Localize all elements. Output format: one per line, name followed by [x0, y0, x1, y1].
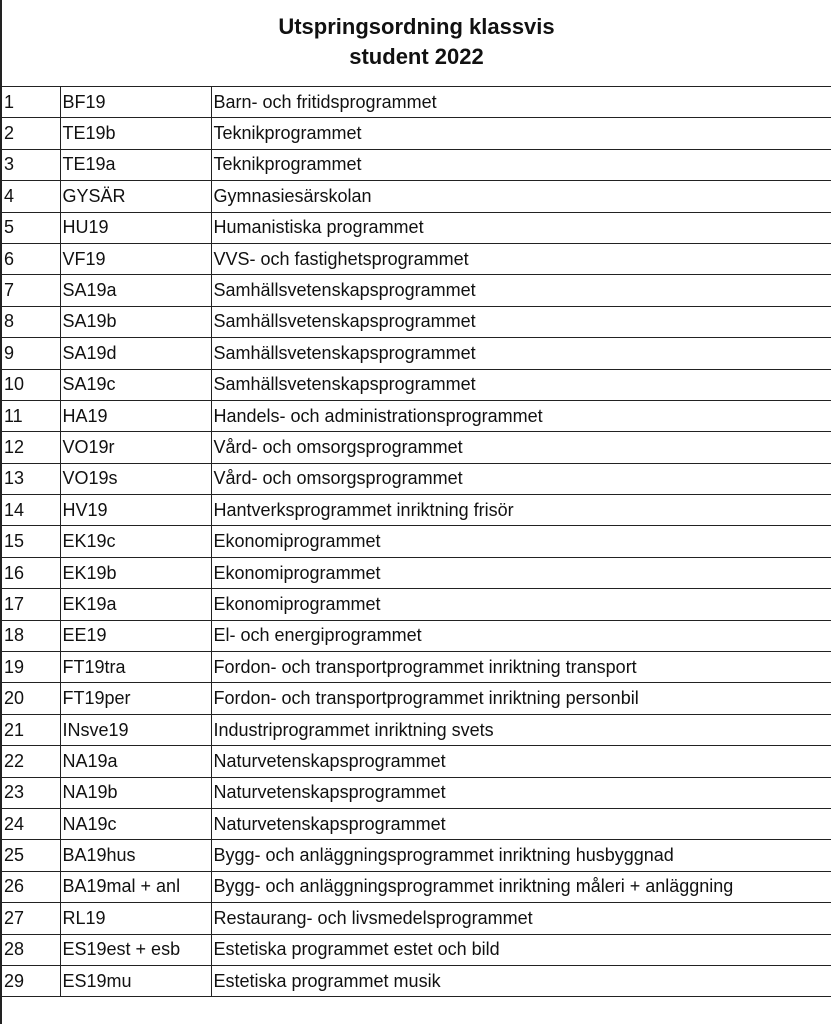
order-number-cell: 22 — [2, 746, 60, 777]
program-name-cell: Samhällsvetenskapsprogrammet — [211, 338, 831, 369]
program-name-cell: Samhällsvetenskapsprogrammet — [211, 275, 831, 306]
program-name-cell: Naturvetenskapsprogrammet — [211, 746, 831, 777]
class-code-cell: FT19tra — [60, 652, 211, 683]
table-row — [2, 589, 831, 620]
order-number-cell: 15 — [2, 526, 60, 557]
class-code-cell: SA19a — [60, 275, 211, 306]
order-number-cell: 3 — [2, 149, 60, 180]
class-code-cell: NA19b — [60, 777, 211, 808]
program-name-cell: Humanistiska programmet — [211, 212, 831, 243]
table-row — [2, 212, 831, 243]
class-code-cell: BA19hus — [60, 840, 211, 871]
program-name-cell: Naturvetenskapsprogrammet — [211, 777, 831, 808]
class-code-cell: VO19s — [60, 463, 211, 494]
program-name-cell: Barn- och fritidsprogrammet — [211, 87, 831, 118]
table-row — [2, 338, 831, 369]
order-number-cell: 2 — [2, 118, 60, 149]
order-number-cell: 11 — [2, 400, 60, 431]
order-number-cell: 4 — [2, 181, 60, 212]
class-code-cell: EE19 — [60, 620, 211, 651]
table-row — [2, 557, 831, 588]
program-name-cell: Fordon- och transportprogrammet inriktning personbil — [211, 683, 831, 714]
class-code-cell: NA19c — [60, 808, 211, 839]
table-row — [2, 777, 831, 808]
class-code-cell: HU19 — [60, 212, 211, 243]
order-number-cell: 20 — [2, 683, 60, 714]
table-row — [2, 714, 831, 745]
program-name-cell: Restaurang- och livsmedelsprogrammet — [211, 903, 831, 934]
order-number-cell: 6 — [2, 243, 60, 274]
title-line-2: student 2022 — [349, 44, 484, 69]
class-code-cell: HV19 — [60, 495, 211, 526]
table-body — [2, 87, 831, 997]
table-row — [2, 400, 831, 431]
program-name-cell: Vård- och omsorgsprogrammet — [211, 432, 831, 463]
class-code-cell: BF19 — [60, 87, 211, 118]
order-number-cell: 8 — [2, 306, 60, 337]
class-code-cell: ES19mu — [60, 965, 211, 996]
program-name-cell: El- och energiprogrammet — [211, 620, 831, 651]
class-code-cell: HA19 — [60, 400, 211, 431]
class-code-cell: NA19a — [60, 746, 211, 777]
table-row — [2, 903, 831, 934]
order-number-cell: 24 — [2, 808, 60, 839]
order-number-cell: 26 — [2, 871, 60, 902]
program-name-cell: Teknikprogrammet — [211, 118, 831, 149]
order-number-cell: 18 — [2, 620, 60, 651]
order-number-cell: 14 — [2, 495, 60, 526]
table-row — [2, 746, 831, 777]
order-number-cell: 23 — [2, 777, 60, 808]
order-number-cell: 10 — [2, 369, 60, 400]
table-row — [2, 369, 831, 400]
table-row — [2, 934, 831, 965]
class-code-cell: ES19est + esb — [60, 934, 211, 965]
order-number-cell: 29 — [2, 965, 60, 996]
program-name-cell: Samhällsvetenskapsprogrammet — [211, 369, 831, 400]
program-name-cell: Fordon- och transportprogrammet inriktning transport — [211, 652, 831, 683]
class-code-cell: GYSÄR — [60, 181, 211, 212]
class-code-cell: SA19d — [60, 338, 211, 369]
class-code-cell: EK19b — [60, 557, 211, 588]
program-name-cell: Teknikprogrammet — [211, 149, 831, 180]
table-row — [2, 432, 831, 463]
order-number-cell: 12 — [2, 432, 60, 463]
order-number-cell: 16 — [2, 557, 60, 588]
order-number-cell: 13 — [2, 463, 60, 494]
class-order-table — [2, 86, 831, 997]
order-number-cell: 27 — [2, 903, 60, 934]
page-title — [2, 0, 831, 82]
table-row — [2, 149, 831, 180]
table-row — [2, 306, 831, 337]
table-row — [2, 181, 831, 212]
table-row — [2, 808, 831, 839]
class-code-cell: SA19c — [60, 369, 211, 400]
table-row — [2, 275, 831, 306]
order-number-cell: 28 — [2, 934, 60, 965]
program-name-cell: Naturvetenskapsprogrammet — [211, 808, 831, 839]
program-name-cell: VVS- och fastighetsprogrammet — [211, 243, 831, 274]
order-number-cell: 21 — [2, 714, 60, 745]
class-code-cell: EK19a — [60, 589, 211, 620]
program-name-cell: Gymnasiesärskolan — [211, 181, 831, 212]
class-code-cell: BA19mal + anl — [60, 871, 211, 902]
program-name-cell: Ekonomiprogrammet — [211, 557, 831, 588]
table-row — [2, 840, 831, 871]
program-name-cell: Estetiska programmet musik — [211, 965, 831, 996]
table-row — [2, 652, 831, 683]
order-number-cell: 25 — [2, 840, 60, 871]
class-code-cell: RL19 — [60, 903, 211, 934]
order-number-cell: 1 — [2, 87, 60, 118]
table-row — [2, 620, 831, 651]
table-row — [2, 683, 831, 714]
program-name-cell: Bygg- och anläggningsprogrammet inriktning måleri + anläggning — [211, 871, 831, 902]
program-name-cell: Estetiska programmet estet och bild — [211, 934, 831, 965]
class-code-cell: TE19a — [60, 149, 211, 180]
table-row — [2, 87, 831, 118]
class-code-cell: TE19b — [60, 118, 211, 149]
program-name-cell: Vård- och omsorgsprogrammet — [211, 463, 831, 494]
order-number-cell: 19 — [2, 652, 60, 683]
program-name-cell: Samhällsvetenskapsprogrammet — [211, 306, 831, 337]
table-row — [2, 118, 831, 149]
order-number-cell: 17 — [2, 589, 60, 620]
order-number-cell: 7 — [2, 275, 60, 306]
table-row — [2, 463, 831, 494]
table-row — [2, 243, 831, 274]
class-code-cell: EK19c — [60, 526, 211, 557]
program-name-cell: Ekonomiprogrammet — [211, 526, 831, 557]
class-code-cell: FT19per — [60, 683, 211, 714]
program-name-cell: Handels- och administrationsprogrammet — [211, 400, 831, 431]
order-number-cell: 9 — [2, 338, 60, 369]
class-code-cell: VO19r — [60, 432, 211, 463]
class-code-cell: INsve19 — [60, 714, 211, 745]
table-row — [2, 965, 831, 996]
table-row — [2, 526, 831, 557]
title-line-1: Utspringsordning klassvis — [278, 14, 555, 39]
class-code-cell: VF19 — [60, 243, 211, 274]
table-row — [2, 495, 831, 526]
program-name-cell: Hantverksprogrammet inriktning frisör — [211, 495, 831, 526]
class-code-cell: SA19b — [60, 306, 211, 337]
program-name-cell: Ekonomiprogrammet — [211, 589, 831, 620]
program-name-cell: Industriprogrammet inriktning svets — [211, 714, 831, 745]
program-name-cell: Bygg- och anläggningsprogrammet inriktning husbyggnad — [211, 840, 831, 871]
order-number-cell: 5 — [2, 212, 60, 243]
table-row — [2, 871, 831, 902]
